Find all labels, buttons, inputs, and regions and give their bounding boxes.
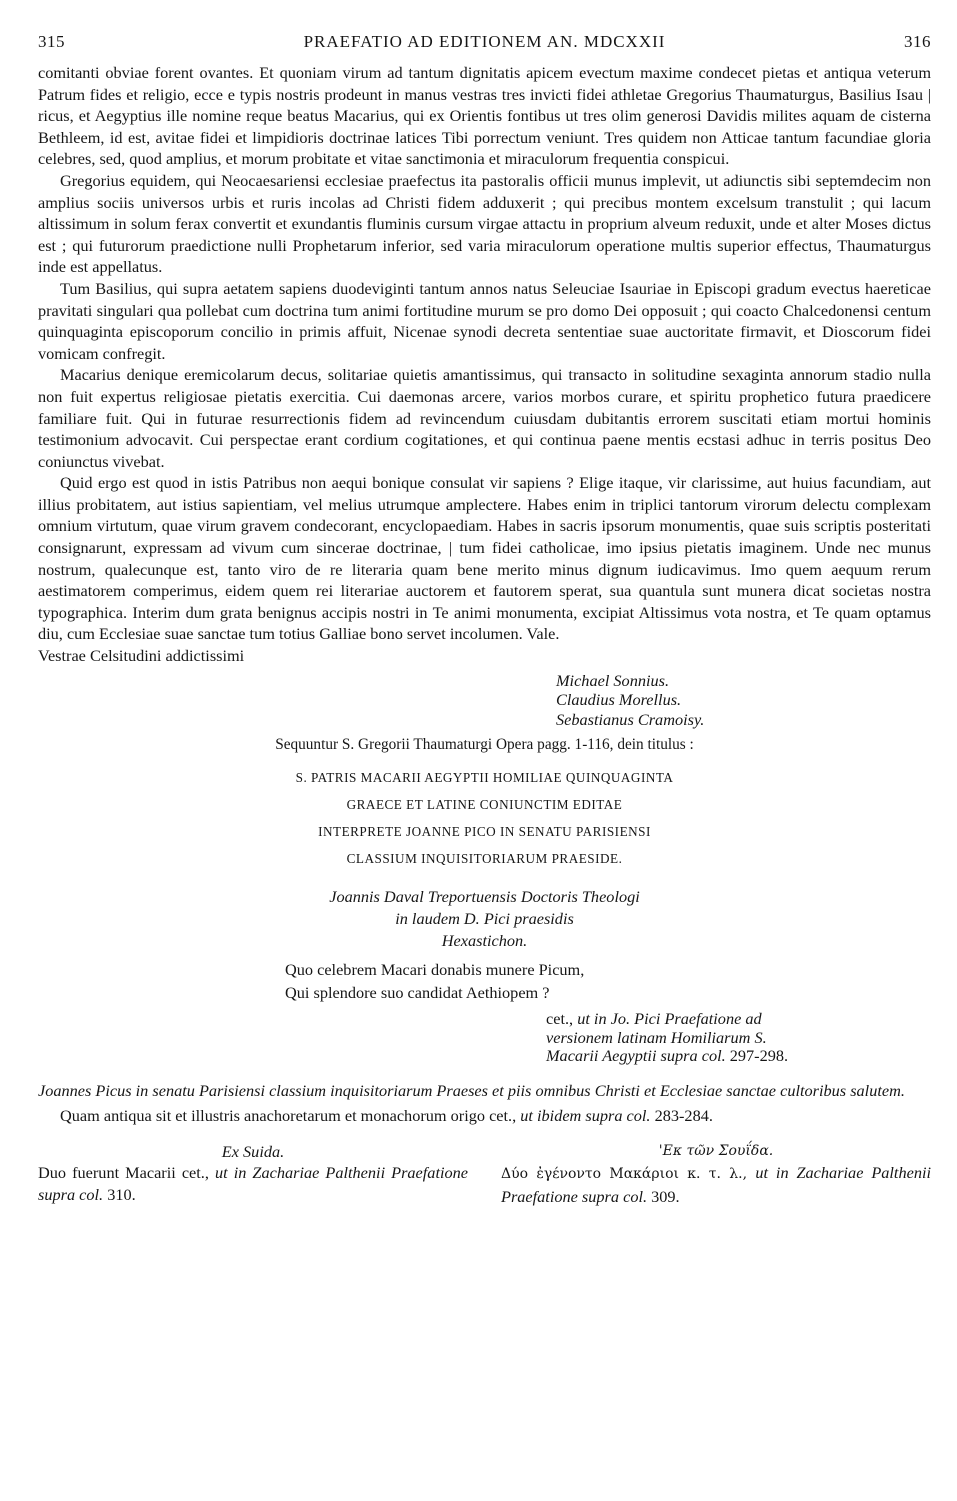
- picus-quote-text: Quam antiqua sit et illustris anachoretarum et monachorum origo cet.,: [60, 1106, 521, 1126]
- cet-ref-line: versionem latinam Homiliarum S.: [546, 1027, 767, 1047]
- running-header: [38, 32, 931, 62]
- poem-heading-line: Hexastichon.: [441, 931, 528, 951]
- paragraph: Tum Basilius, qui supra aetatem sapiens duodeviginti tantum annos natus Seleuciae Isauriae in Episcopi gradum evectus haereticae pravitati singulari qua pollebat cum doctrina tum animi fortitudine murum se pro domo Dei opposuit ; qui coacto Chalcedonensi centum quinquaginta episcoporum concilio in primis affuit, Nicenae synodi decreta sententiae suae auctoritate firmavit, et Dioscorum fidei vomicam confregit.: [38, 278, 931, 363]
- closing-line: Vestrae Celsitudini addictissimi: [38, 646, 245, 666]
- cet-ref-line: Macarii Aegyptii supra col.: [546, 1046, 726, 1066]
- sequuntur-note: Sequuntur S. Gregorii Thaumaturgi Opera pagg. 1-116, dein titulus :: [275, 736, 694, 754]
- picus-quote-cols: 283-284.: [650, 1106, 713, 1126]
- paragraph: Gregorius equidem, qui Neocaesariensi ecclesiae praefectus ita pastoralis officii munus implevit, ut adiunctis sibi septemdecim non amplius sociis universos urbis et ruris incolas ad Christi fidem adduxerit ; qui precibus montem excelsum transtulit ; qui lacum altissimum in solum ferax convertit et exundantis fluminis cursum virgae attactu in proprium alveum reduxit, unde et alter Moses dictus est ; qui futurorum praedictione nulli Prophetarum inferior, sed varia miraculorum operatione multis superior effectus, Thaumaturgus inde est appellatus.: [38, 170, 931, 277]
- picus-quote-ref: ut ibidem supra col.: [520, 1106, 651, 1126]
- column-text: [501, 1162, 931, 1207]
- page-number-right: 316: [904, 32, 931, 51]
- column-right: [501, 1141, 931, 1208]
- cet-ref-cols: 297-298.: [725, 1046, 789, 1066]
- title-line: GRAECE ET LATINE CONIUNCTIM EDITAE: [346, 797, 623, 813]
- paragraph: Quid ergo est quod in istis Patribus non aequi bonique consulat vir sapiens ? Elige itaque, vir clarissime, aut huius facundiam, aut illius probitatem, aut istius sapientiam, vel melius utrumque amplectere. Habes enim in triplici tantorum virorum delectu complexam omnium virtutum, quae virum gravem condecorant, encyclopaediam. Habes in sacris ipsorum monumentis, quae suis scriptis posteritati consignarunt, expressam ad vivum cum sincerae doctrinae, | tum fidei catholicae, imo ipsius pietatis imaginem. Unde nec munus nostrum, qualecunque est, tanto viro de re literaria quam bene merito minus dignum iudicavimus. Imo quem aequum rerum aestimatorem comperimus, eidem quem rei literariae auctorem et fautorem sperat, sua quantula sunt munera dicat societas nostra typographica. Interim dum grata benignus accipis nostri in Te animi monumenta, excipiat Altissimus vota nostra, et Te quam optamus diu, cum Ecclesiae suae sanctae tum totius Galliae bono servet incolumen. Vale.: [38, 473, 931, 644]
- preface-body: [38, 62, 931, 667]
- title-line: CLASSIUM INQUISITORIARUM PRAESIDE.: [346, 851, 623, 867]
- poem-heading-line: Joannis Daval Treportuensis Doctoris Theologi: [329, 887, 640, 907]
- poem-line: Quo celebrem Macari donabis munere Picum,: [285, 960, 585, 980]
- signature: Sebastianus Cramoisy.: [556, 709, 705, 729]
- title-line: INTERPRETE JOANNE PICO IN SENATU PARISIENSI: [318, 824, 651, 840]
- column-text: [38, 1162, 468, 1205]
- two-column-notes: [38, 1141, 931, 1208]
- picus-salutation: Joannes Picus in senatu Parisiensi classium inquisitoriarum Praeses et piis omnibus Christi et Ecclesiae sanctae cultoribus salutem.: [38, 1080, 905, 1100]
- column-text-greek: Δύο ἐγένοντο Μακάριοι κ. τ. λ.,: [501, 1166, 756, 1183]
- column-cols: 310.: [103, 1185, 136, 1204]
- picus-quote: [38, 1105, 931, 1127]
- signature: Michael Sonnius.: [556, 670, 670, 690]
- poem-line: Qui splendore suo candidat Aethiopem ?: [285, 983, 550, 1003]
- running-title: PRAEFATIO AD EDITIONEM AN. MDCXXII: [303, 32, 666, 51]
- column-left: [38, 1141, 468, 1208]
- signatures: [556, 671, 931, 730]
- column-heading: Ex Suida.: [221, 1141, 285, 1161]
- title-block: [38, 764, 931, 872]
- column-cols: 309.: [647, 1187, 680, 1206]
- cet-prefix: cet.,: [546, 1009, 578, 1029]
- paragraph: Macarius denique eremicolarum decus, solitariae quietis amantissimus, qui transacto in solitudine sexaginta annorum stadio nulla non fuit expertus religiosae pietatis exercitia. Cui daemonas arcere, varios morbos curare, et spiritu prophetico futura praedicere familiare fuit. Qui in futurae resurrectionis fidem ad revincendum cuiusdam dubitantis errorem suscitati etiam mortui hominis testimonium advocavit. Cui perspectae erant cordium cogitationes, et qui continua paene mentis ecstasi adhuc in terris positus Deo coniunctus vivebat.: [38, 365, 931, 471]
- signature: Claudius Morellus.: [556, 690, 682, 710]
- cet-reference: [546, 1010, 931, 1066]
- paragraph: comitanti obviae forent ovantes. Et quoniam virum ad tantum dignitatis apicem evectum maxime condecet pietas et antiqua veterum Patrum fides et religio, ecce e typis nostris prodeunt in manus vestras tres invicti fidei athletae Gregorius Thaumaturgus, Basilius Isau | ricus, et Aegyptius ille nomine reque beatus Macarius, qui ex Orientis fontibus ut tres olim generosi Davidis milites aquam de cisterna Bethleem, id est, avitae fidei et limpidioris doctrinae latices Tibi porrectum veniunt. Tres quidem non Atticae tantum facundiae gloria celebres, sed, quod amplius, et morum probitate et vitae sanctimonia et miraculorum frequentia conspicui.: [38, 63, 931, 169]
- page-number-left: 315: [38, 32, 65, 51]
- poem-heading-line: in laudem D. Pici praesidis: [395, 909, 574, 929]
- cet-ref-line: ut in Jo. Pici Praefatione ad: [577, 1009, 762, 1029]
- poem: [285, 958, 931, 1004]
- title-line: S. PATRIS MACARII AEGYPTII HOMILIAE QUINQUAGINTA: [295, 770, 674, 786]
- poem-heading: [38, 886, 931, 952]
- column-text-main: Duo fuerunt Macarii cet.,: [38, 1163, 215, 1183]
- column-heading: 'Εκ τῶν Σουΐδα.: [658, 1142, 774, 1159]
- column-ref: ut in Zachariae Palthenii Praefatione supra col.: [38, 1163, 469, 1204]
- column-ref: ut in Zachariae Palthenii Praefatione supra col.: [501, 1163, 932, 1206]
